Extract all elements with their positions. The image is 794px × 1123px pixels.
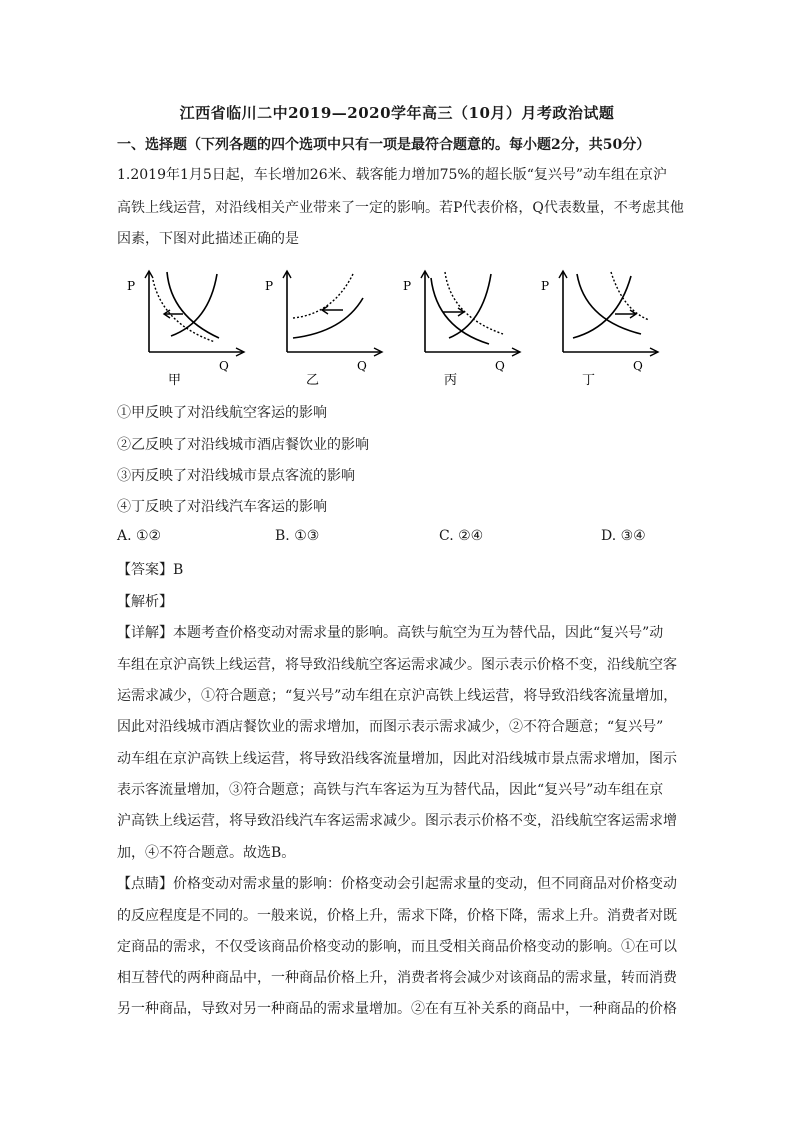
tip-line: 定商品的需求，不仅受该商品价格变动的影响，而且受相关商品价格变动的影响。①在可以: [117, 939, 677, 955]
new-demand-curve: [167, 272, 219, 338]
y-axis-label: P: [541, 279, 550, 293]
figure-yi: [261, 258, 391, 388]
detail-line: 沪高铁上线运营，将导致沿线汽车客运需求减少。图示表示价格不变，沿线航空客运需求增: [117, 813, 677, 829]
x-axis-label: Q: [219, 359, 229, 373]
y-axis-label: P: [127, 279, 136, 293]
question-line: 1.2019年1月5日起，车长增加26米、载客能力增加75%的超长版“复兴号”动车组在京沪: [117, 167, 668, 183]
detail-line: 加，④不符合题意。故选B。: [117, 845, 296, 861]
figure-label: 甲: [168, 373, 182, 388]
option-a[interactable]: A. ①②: [117, 528, 162, 544]
y-axis-label: P: [265, 279, 274, 293]
option-b[interactable]: B. ①③: [275, 528, 320, 544]
option-c[interactable]: C. ②④: [439, 528, 484, 544]
statement: ③丙反映了对沿线城市景点客流的影响: [117, 468, 355, 484]
section-heading: 一、选择题（下列各题的四个选项中只有一项是最符合题意的。每小题2分，共50分）: [117, 137, 651, 153]
tip-line: 【点睛】价格变动对需求量的影响：价格变动会引起需求量的变动，但不同商品对价格变动: [117, 876, 677, 892]
answer: 【答案】B: [117, 562, 184, 578]
figure-label: 丙: [444, 373, 458, 388]
detail-line: 【详解】本题考查价格变动对需求量的影响。高铁与航空为互为替代品，因此“复兴号”动: [117, 625, 664, 641]
figure-label: 丁: [582, 373, 596, 388]
detail-line: 因此对沿线城市酒店餐饮业的需求增加，而图示表示需求减少，②不符合题意；“复兴号”: [117, 719, 664, 735]
demand-curve: [577, 274, 641, 334]
original-demand-curve: [431, 278, 489, 344]
figure-ding: [537, 258, 667, 388]
statement: ①甲反映了对沿线航空客运的影响: [117, 405, 327, 421]
statement: ④丁反映了对沿线汽车客运的影响: [117, 499, 327, 515]
figure-jia: [123, 258, 253, 388]
new-curve: [293, 298, 363, 338]
x-axis-label: Q: [357, 359, 367, 373]
y-axis-label: P: [403, 279, 412, 293]
figure-bing: [399, 258, 529, 388]
tip-line: 相互替代的两种商品中，一种商品价格上升，消费者将会减少对该商品的需求量，转而消费: [117, 970, 677, 986]
original-demand-curve: [153, 280, 215, 342]
detail-line: 动车组在京沪高铁上线运营，将导致沿线客流量增加，因此对沿线城市景点需求增加，图示: [117, 751, 677, 767]
x-axis-label: Q: [633, 359, 643, 373]
detail-line: 运需求减少，①符合题意；“复兴号”动车组在京沪高铁上线运营，将导致沿线客流量增加，: [117, 688, 678, 704]
question-line: 因素，下图对此描述正确的是: [117, 231, 299, 247]
option-d[interactable]: D. ③④: [601, 528, 646, 544]
supply-curve: [449, 274, 491, 338]
answer-options: [117, 528, 677, 548]
tip-line: 的反应程度是不同的。一般来说，价格上升，需求下降，价格下降，需求上升。消费者对既: [117, 908, 677, 924]
figure-group: [117, 258, 677, 388]
analysis-heading: 【解析】: [117, 594, 173, 610]
detail-line: 车组在京沪高铁上线运营，将导致沿线航空客运需求减少。图示表示价格不变，沿线航空客: [117, 657, 677, 673]
page-title: 江西省临川二中2019—2020学年高三（10月）月考政治试题: [179, 104, 615, 122]
tip-line: 另一种商品，导致对另一种商品的需求量增加。②在有互补关系的商品中，一种商品的价格: [117, 1001, 677, 1017]
question-line: 高铁上线运营，对沿线相关产业带来了一定的影响。若P代表价格，Q代表数量，不考虑其他: [117, 200, 684, 216]
statement: ②乙反映了对沿线城市酒店餐饮业的影响: [117, 437, 369, 453]
x-axis-label: Q: [495, 359, 505, 373]
detail-line: 表示客流量增加，③符合题意；高铁与汽车客运为互为替代品，因此“复兴号”动车组在京: [117, 782, 664, 798]
figure-label: 乙: [306, 373, 320, 388]
